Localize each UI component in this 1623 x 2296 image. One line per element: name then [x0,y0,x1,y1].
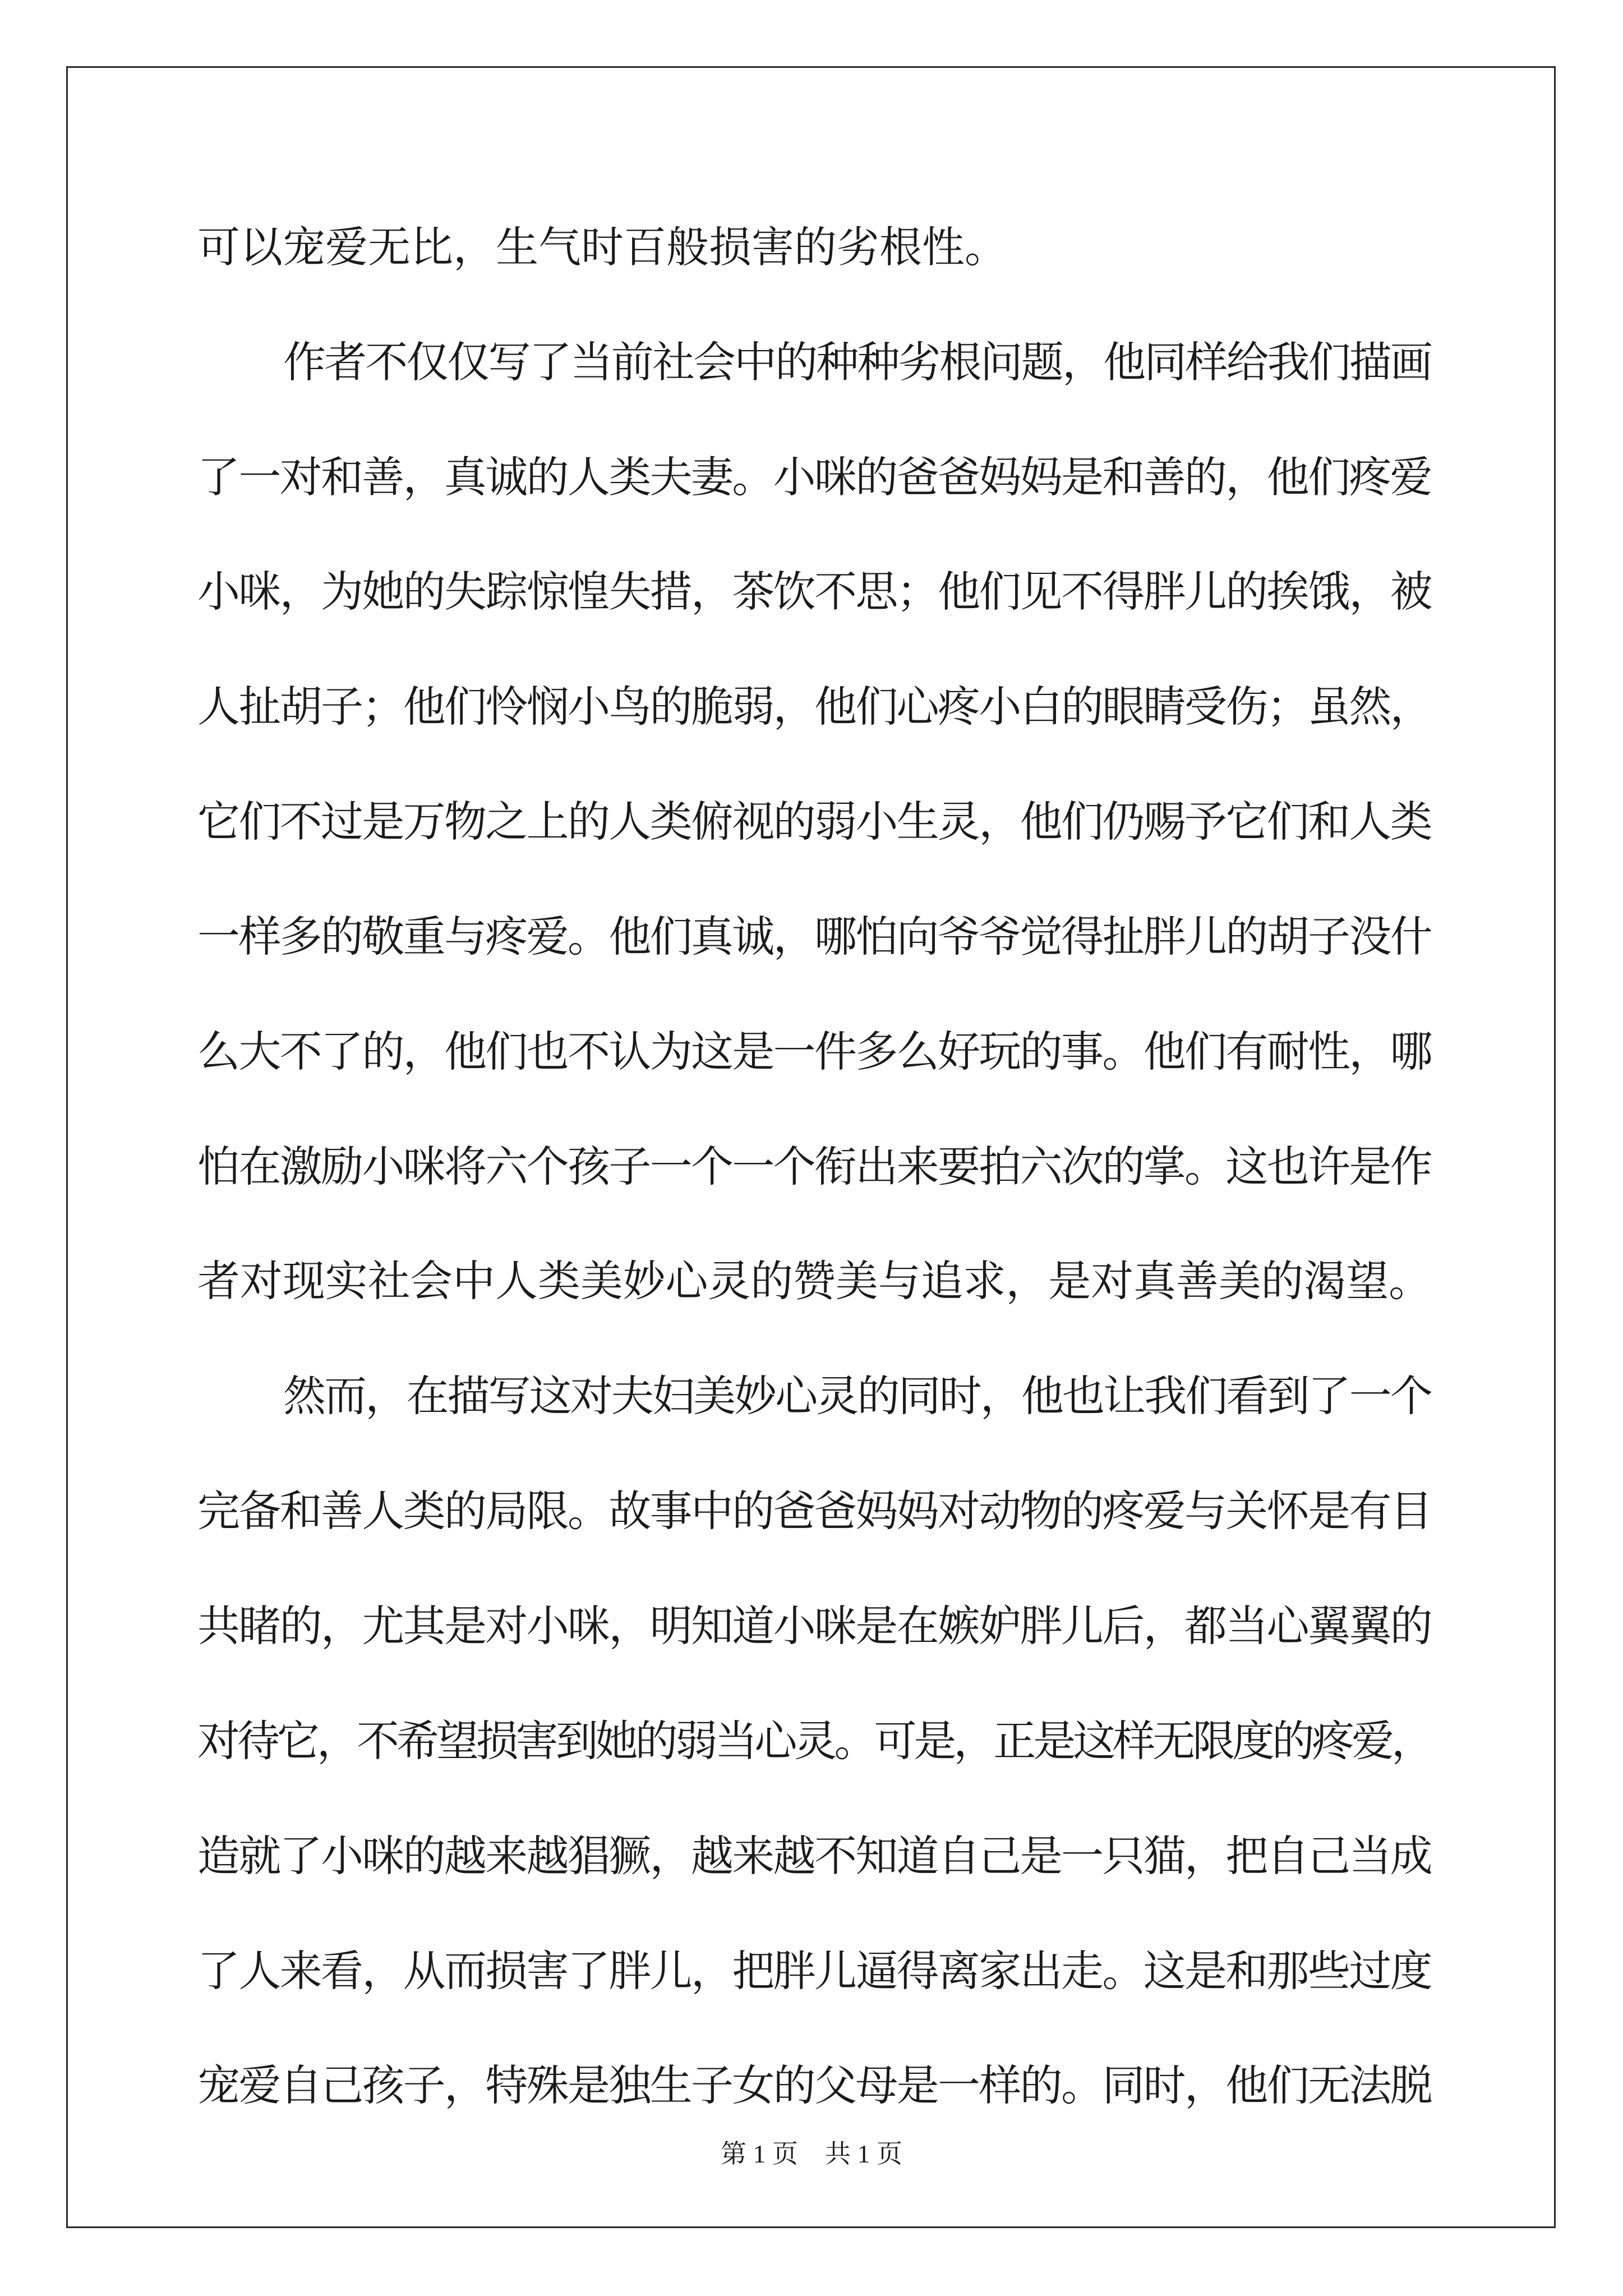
page-total: 共 1 页 [825,2139,902,2168]
text-line: 造就了小咪的越来越猖獗，越来越不知道自己是一只猫，把自己当成 [197,1831,1431,1881]
text-line: 么大不了的，他们也不认为这是一件多么好玩的事。他们有耐性，哪 [197,1027,1431,1076]
text-line: 宠爱自己孩子，特殊是独生子女的父母是一样的。同时，他们无法脱 [197,2060,1431,2110]
text-line: 了人来看，从而损害了胖儿，把胖儿逼得离家出走。这是和那些过度 [197,1946,1431,1996]
paragraph-start-line: 然而，在描写这对夫妇美妙心灵的同时，他也让我们看到了一个 [283,1371,1431,1421]
text-line: 完备和善人类的局限。故事中的爸爸妈妈对动物的疼爱与关怀是有目 [197,1486,1431,1536]
text-line: 人扯胡子；他们怜悯小鸟的脆弱，他们心疼小白的眼睛受伤；虽然， [197,682,1431,731]
page-number: 第 1 页 [721,2139,798,2168]
text-line: 者对现实社会中人类美妙心灵的赞美与追求，是对真善美的渴望。 [197,1256,1431,1306]
paragraph-start-line: 作者不仅仅写了当前社会中的种种劣根问题，他同样给我们描画 [283,337,1431,387]
page-footer [0,2137,1623,2171]
text-line: 怕在激励小咪将六个孩子一个一个衔出来要拍六次的掌。这也许是作 [197,1142,1431,1191]
text-line: 共睹的，尤其是对小咪，明知道小咪是在嫉妒胖儿后，都当心翼翼的 [197,1601,1431,1651]
text-line: 可以宠爱无比，生气时百般损害的劣根性。 [197,222,1007,272]
text-line: 小咪，为她的失踪惊惶失措，茶饮不思；他们见不得胖儿的挨饿，被 [197,567,1431,616]
text-line: 它们不过是万物之上的人类俯视的弱小生灵，他们仍赐予它们和人类 [197,797,1431,846]
text-line: 一样多的敬重与疼爱。他们真诚，哪怕向爷爷觉得扯胖儿的胡子没什 [197,912,1431,961]
text-line: 了一对和善，真诚的人类夫妻。小咪的爸爸妈妈是和善的，他们疼爱 [197,452,1431,502]
text-line: 对待它，不希望损害到她的弱当心灵。可是，正是这样无限度的疼爱， [197,1716,1431,1766]
